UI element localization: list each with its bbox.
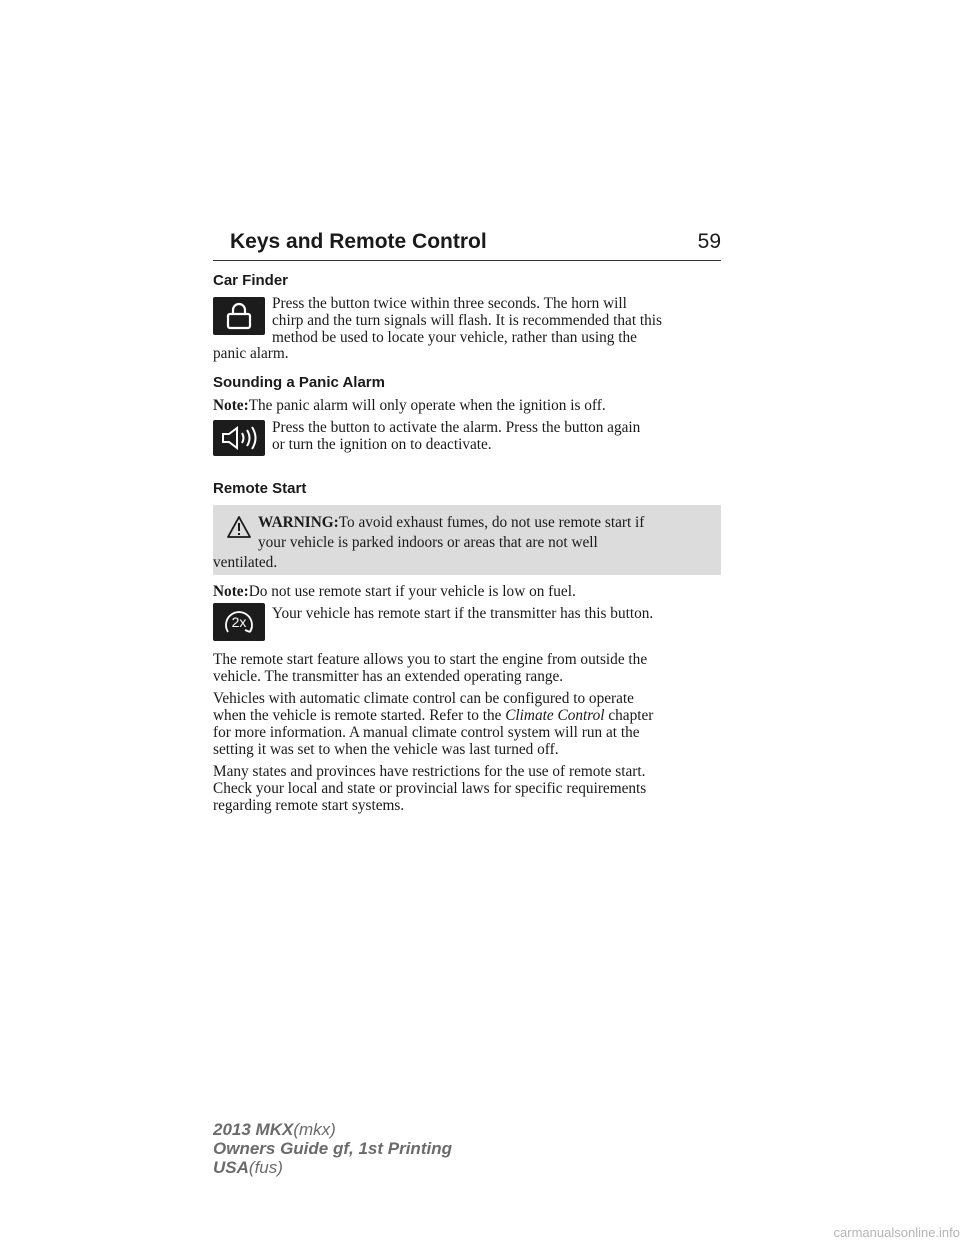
warning-line-1: WARNING:To avoid exhaust fumes, do not use remote start if bbox=[258, 514, 645, 531]
remote-start-para-2-line-1: Vehicles with automatic climate control can be configured to operate bbox=[213, 690, 634, 707]
panic-alarm-line-1: Press the button to activate the alarm. Press the button again bbox=[272, 419, 641, 436]
remote-start-note bbox=[213, 583, 721, 601]
chapter-title: Keys and Remote Control bbox=[230, 230, 487, 253]
warning-line-3: ventilated. bbox=[213, 554, 278, 571]
lock-icon bbox=[213, 297, 265, 335]
remote-start-para-2-line-2: when the vehicle is remote started. Refer to the Climate Control chapter bbox=[213, 707, 654, 724]
page-number: 59 bbox=[697, 230, 721, 253]
note-label: Note: bbox=[213, 583, 249, 600]
car-finder-line-4: panic alarm. bbox=[213, 345, 289, 362]
svg-text:2x: 2x bbox=[231, 614, 247, 630]
car-finder-line-3: method be used to locate your vehicle, rather than using the bbox=[272, 329, 637, 346]
warning-box bbox=[213, 505, 721, 575]
car-finder-heading: Car Finder bbox=[213, 272, 289, 289]
panic-alarm-line-2: or turn the ignition on to deactivate. bbox=[272, 436, 492, 453]
remote-start-heading: Remote Start bbox=[213, 480, 307, 497]
climate-control-reference: Climate Control bbox=[505, 707, 605, 724]
warning-label: WARNING: bbox=[258, 514, 339, 531]
remote-start-para-3-line-1: Many states and provinces have restrictions for the use of remote start. bbox=[213, 763, 646, 780]
footer-model: 2013 MKX(mkx) bbox=[213, 1120, 336, 1139]
footer-guide: Owners Guide gf, 1st Printing bbox=[213, 1139, 452, 1158]
watermark: carmanualsonline.info bbox=[833, 1225, 960, 1240]
remote-start-2x-icon bbox=[213, 603, 265, 641]
remote-start-para-2-line-4: setting it was set to when the vehicle was last turned off. bbox=[213, 741, 559, 758]
remote-start-para-3-line-2: Check your local and state or provincial laws for specific requirements bbox=[213, 780, 647, 797]
page-header bbox=[213, 230, 721, 261]
footer-market: USA(fus) bbox=[213, 1158, 283, 1177]
warning-line-2: your vehicle is parked indoors or areas that are not well bbox=[258, 534, 598, 551]
remote-start-para-3-line-3: regarding remote start systems. bbox=[213, 797, 405, 814]
remote-start-icon-text: Your vehicle has remote start if the transmitter has this button. bbox=[272, 605, 654, 622]
car-finder-line-2: chirp and the turn signals will flash. It is recommended that this bbox=[272, 312, 662, 329]
remote-start-para-2-line-3: for more information. A manual climate control system will run at the bbox=[213, 724, 640, 741]
note-text: Do not use remote start if your vehicle is low on fuel. bbox=[248, 583, 576, 600]
page-footer bbox=[213, 1120, 452, 1177]
note-label: Note: bbox=[213, 397, 249, 414]
panic-alarm-heading: Sounding a Panic Alarm bbox=[213, 374, 385, 391]
panic-alarm-note bbox=[213, 397, 721, 415]
remote-start-para-1-line-2: vehicle. The transmitter has an extended operating range. bbox=[213, 668, 564, 685]
remote-start-para-1-line-1: The remote start feature allows you to start the engine from outside the bbox=[213, 651, 648, 668]
horn-icon bbox=[213, 420, 265, 456]
warning-triangle-icon bbox=[226, 515, 252, 539]
note-text: The panic alarm will only operate when the ignition is off. bbox=[248, 397, 606, 414]
car-finder-line-1: Press the button twice within three seconds. The horn will bbox=[272, 295, 627, 312]
